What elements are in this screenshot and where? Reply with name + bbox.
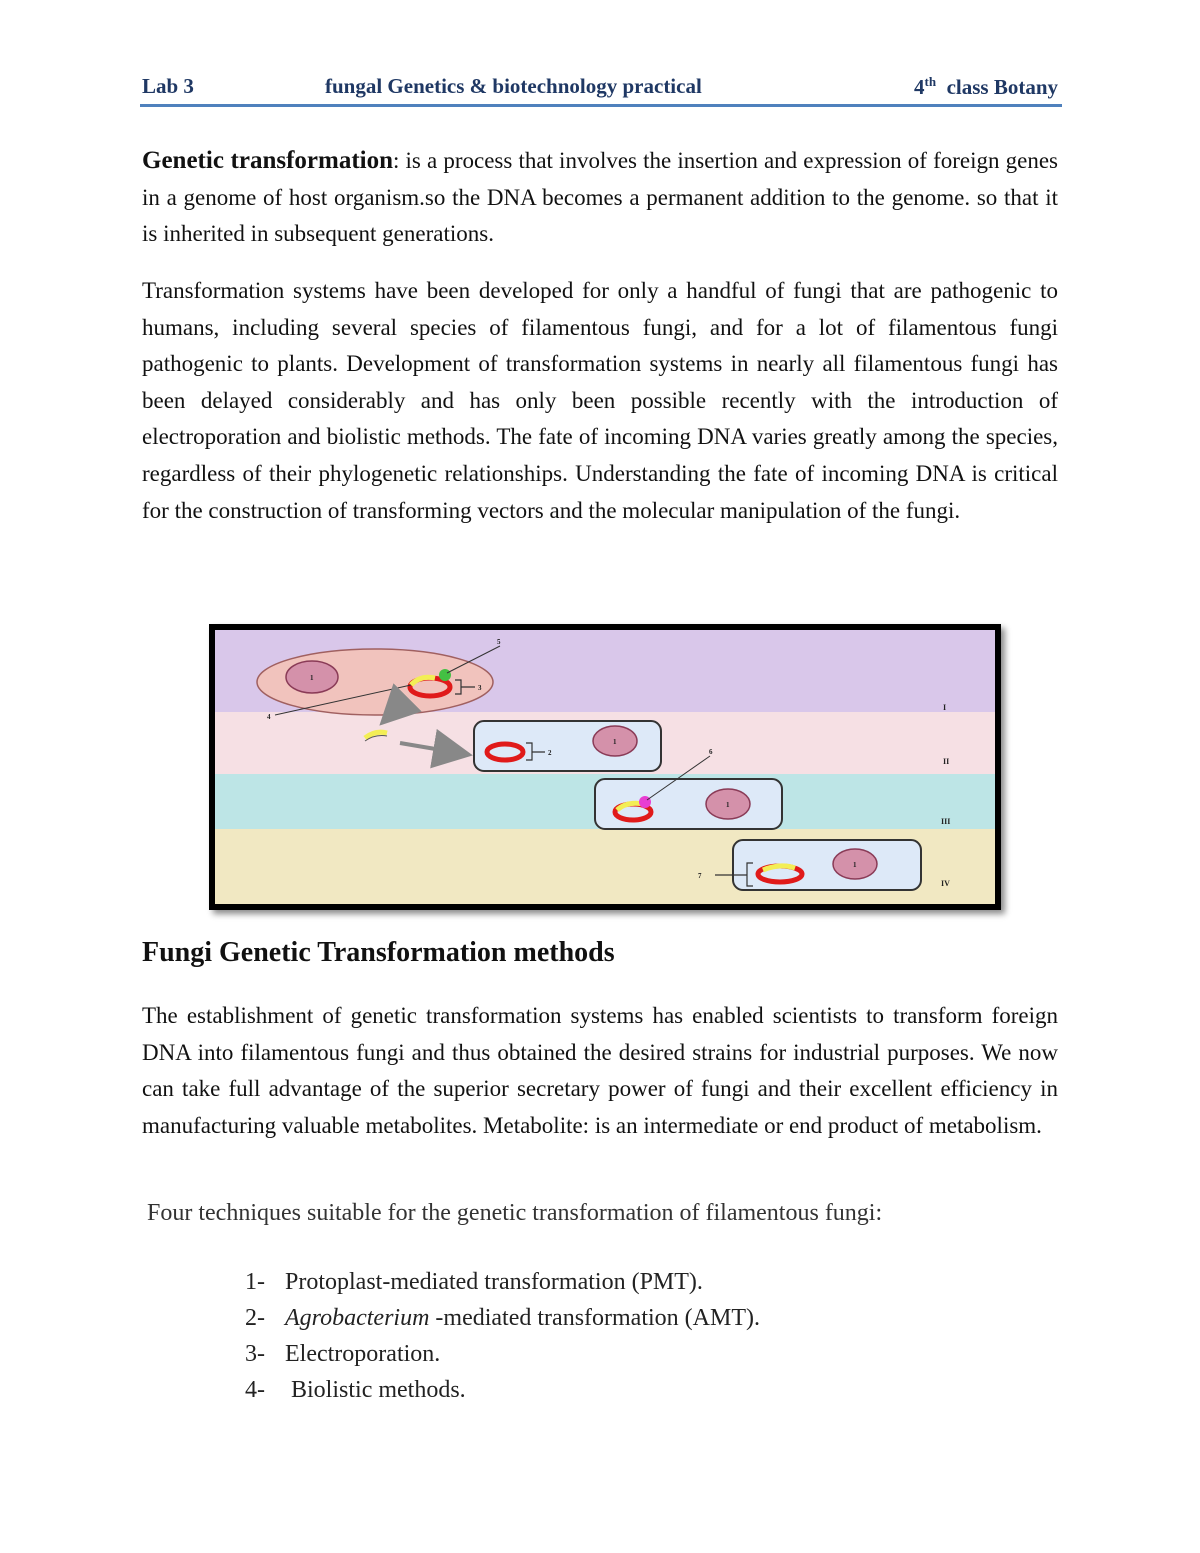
label-2: 2 [548, 749, 552, 757]
definition-text: : is a process that involves the insertion and expression of foreign genes in a genome of host organism.so the DNA becomes a permanent addition to the genome. so that it is inherited in subsequent generations. [142, 148, 1058, 247]
header-class: 4th class Botany [914, 74, 1058, 99]
marker-gene-magenta [639, 796, 651, 808]
label-1-cell4: 1 [853, 861, 857, 869]
transformation-diagram [209, 624, 1001, 910]
label-3: 3 [478, 684, 482, 692]
label-6: 6 [709, 748, 713, 756]
techniques-list [245, 1264, 760, 1408]
definition-term: Genetic transformation [142, 147, 394, 174]
stage-label-4: IV [941, 879, 950, 888]
header-lab: Lab 3 [142, 74, 194, 98]
list-item: 4- Biolistic methods. [245, 1377, 466, 1403]
label-4: 4 [267, 713, 271, 721]
marker-gene-green [439, 669, 451, 681]
label-1-cell3: 1 [726, 801, 730, 809]
stage-label-2: II [943, 757, 950, 766]
transformation-systems-paragraph: Transformation systems have been developed for only a handful of fungi that are pathogenic to humans, including several species of filamentous fungi, and for a lot of filamentous fungi pathogenic to plants. Development of transformation systems in nearly all filamentous fungi has been delayed considerably and has only been possible recently with the introduction of electroporation and biolistic methods. The fate of incoming DNA varies greatly among the species, regardless of their phylogenetic relationships. Understanding the fate of incoming DNA is critical for the construction of transforming vectors and the molecular manipulation of the fungi. [142, 278, 1058, 523]
stage-label-3: III [941, 817, 951, 826]
label-5: 5 [497, 638, 501, 646]
list-item: 1- Protoplast-mediated transformation (PMT). [245, 1269, 703, 1295]
establishment-paragraph: The establishment of genetic transformation systems has enabled scientists to transform foreign DNA into filamentous fungi and thus obtained the desired strains for industrial purposes. We now can take full advantage of the superior secretary power of fungi and their excellent efficiency in manufacturing valuable metabolites. Metabolite: is an intermediate or end product of metabolism. [142, 1003, 1058, 1138]
label-1-cell2: 1 [613, 738, 617, 746]
header-course-title: fungal Genetics & biotechnology practical [325, 74, 702, 98]
techniques-intro: Four techniques suitable for the genetic transformation of filamentous fungi: [147, 1200, 883, 1226]
label-7: 7 [698, 872, 702, 880]
host-cell-4 [733, 840, 921, 890]
stage-label-1: I [943, 703, 947, 712]
list-item: 3- Electroporation. [245, 1341, 441, 1367]
list-item: 2- Agrobacterium -mediated transformation (AMT). [245, 1305, 760, 1331]
definition-paragraph [142, 143, 1058, 253]
label-1-donor: 1 [310, 674, 314, 682]
page-header [140, 70, 1062, 107]
section-heading: Fungi Genetic Transformation methods [142, 937, 615, 968]
